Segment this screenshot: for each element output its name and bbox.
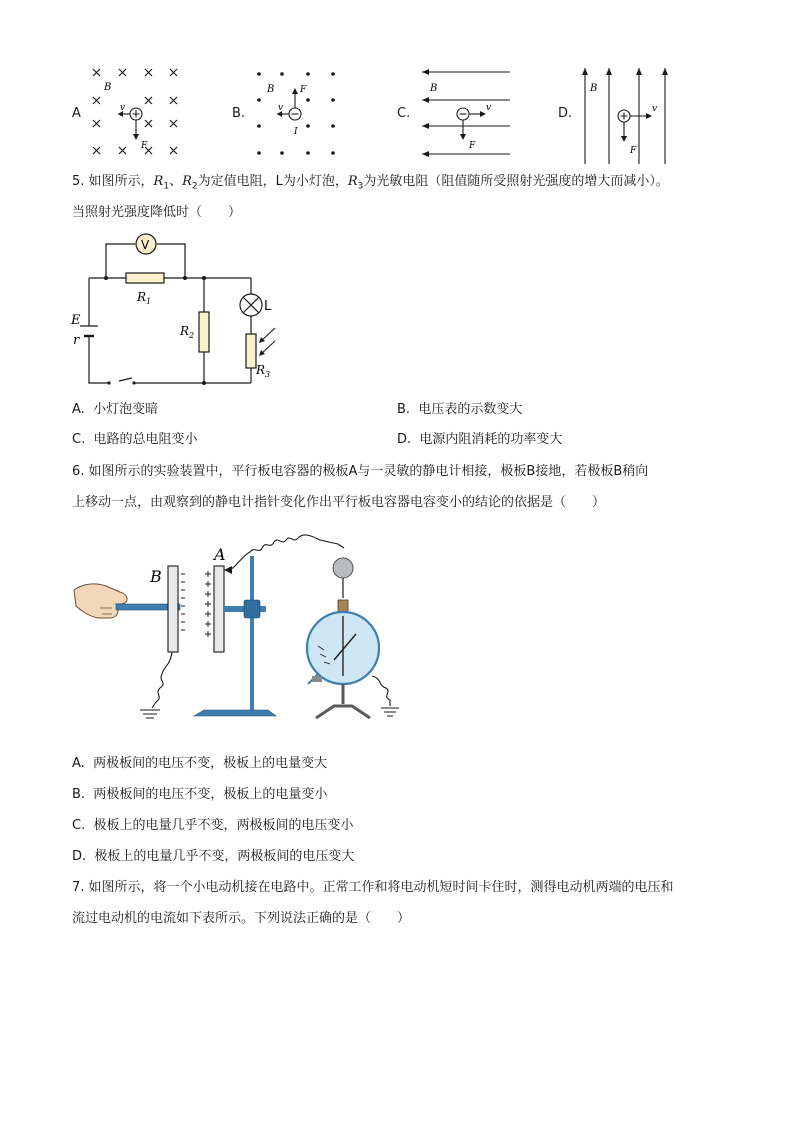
q6-option-c[interactable]: C. 极板上的电量几乎不变，两极板间的电压变小 xyxy=(72,818,354,833)
q4c-f-label: F xyxy=(469,141,476,151)
q4a-v-label: v xyxy=(120,103,126,113)
ground-symbol-b xyxy=(140,710,160,718)
q4d-b-label: B xyxy=(590,83,598,94)
q4b-v-label: v xyxy=(278,103,284,113)
stand-clamp xyxy=(244,600,260,618)
q4-figures xyxy=(60,62,760,166)
lamp-label: L xyxy=(264,299,272,314)
plate-a-label: A xyxy=(214,545,226,564)
voltmeter-label: V xyxy=(141,238,150,252)
q4-option-b-label: B. xyxy=(232,106,246,121)
q4c-b-label: B xyxy=(430,83,438,94)
q7-stem-line2: 流过电动机的电流如下表所示。下列说法正确的是（ ） xyxy=(72,911,411,926)
q6-stem-line2: 上移动一点，由观察到的静电计指针变化作出平行板电容器电容变小的结论的依据是（ ） xyxy=(72,495,606,510)
plate-b-label: B xyxy=(150,567,162,586)
stand-rod xyxy=(250,556,254,716)
hand-illustration xyxy=(74,584,127,618)
q5-stem-line1: 5. 如图所示，$R_1$、$R_2$为定值电阻，L为小灯泡，$R_3$为光敏电阻（阻值随所受照射光强度的增大而减小）。 xyxy=(72,174,669,192)
q6-apparatus-figure xyxy=(72,526,412,732)
photoresistor-r3 xyxy=(246,334,256,368)
q4b-b-label: B xyxy=(267,84,275,95)
electroscope-base xyxy=(316,706,370,718)
emf-label: E xyxy=(71,313,81,328)
electroscope-ball xyxy=(333,558,353,578)
q4a-f-label: F xyxy=(141,141,148,151)
plate-a xyxy=(214,566,224,652)
q5-option-b[interactable]: B. 电压表的示数变大 xyxy=(397,402,523,417)
q4-option-d-label: D. xyxy=(558,106,573,121)
q4-figure-b xyxy=(250,62,350,162)
q4d-f-label: F xyxy=(630,146,637,156)
r3-label: $R_3$ xyxy=(256,363,271,379)
q4-figure-d xyxy=(580,62,680,166)
r1-label: $R_1$ xyxy=(137,290,152,306)
q4b-i-label: I xyxy=(294,127,298,137)
q4-figure-c xyxy=(416,62,516,162)
q5-option-c[interactable]: C. 电路的总电阻变小 xyxy=(72,432,198,447)
q4c-v-label: v xyxy=(486,103,492,113)
resistor-r2 xyxy=(199,312,209,352)
q4b-f-label: F xyxy=(300,85,307,95)
q4-option-a-label: A xyxy=(72,106,81,121)
q6-option-a[interactable]: A. 两极板间的电压不变，极板上的电量变大 xyxy=(72,756,328,771)
q6-option-b[interactable]: B. 两极板间的电压不变，极板上的电量变小 xyxy=(72,787,328,802)
q4a-b-label: B xyxy=(104,82,112,93)
plate-b xyxy=(168,566,178,652)
internal-resistance-label: r xyxy=(73,333,80,348)
q4-option-c-label: C. xyxy=(397,106,411,121)
q5-option-a[interactable]: A. 小灯泡变暗 xyxy=(72,402,159,417)
q4-figure-a xyxy=(88,62,188,162)
ground-symbol-electroscope xyxy=(381,708,399,716)
q5-stem-line2: 当照射光强度降低时（ ） xyxy=(72,205,242,220)
q6-stem-line1: 6. 如图所示的实验装置中，平行板电容器的极板A与一灵敏的静电计相接，极板B接地，若极板B稍向 xyxy=(72,464,649,479)
q5-circuit-diagram xyxy=(64,228,284,388)
r2-label: $R_2$ xyxy=(180,324,195,340)
resistor-r1 xyxy=(126,273,164,283)
q7-stem-line1: 7. 如图所示，将一个小电动机接在电路中。正常工作和将电动机短时间卡住时，测得电动机两端的电压和 xyxy=(72,880,674,895)
q4d-v-label: v xyxy=(652,104,658,114)
q6-option-d[interactable]: D. 极板上的电量几乎不变，两极板间的电压变大 xyxy=(72,849,355,864)
stand-base xyxy=(194,710,276,716)
q5-option-d[interactable]: D. 电源内阻消耗的功率变大 xyxy=(397,432,563,447)
coiled-wire xyxy=(224,535,344,570)
